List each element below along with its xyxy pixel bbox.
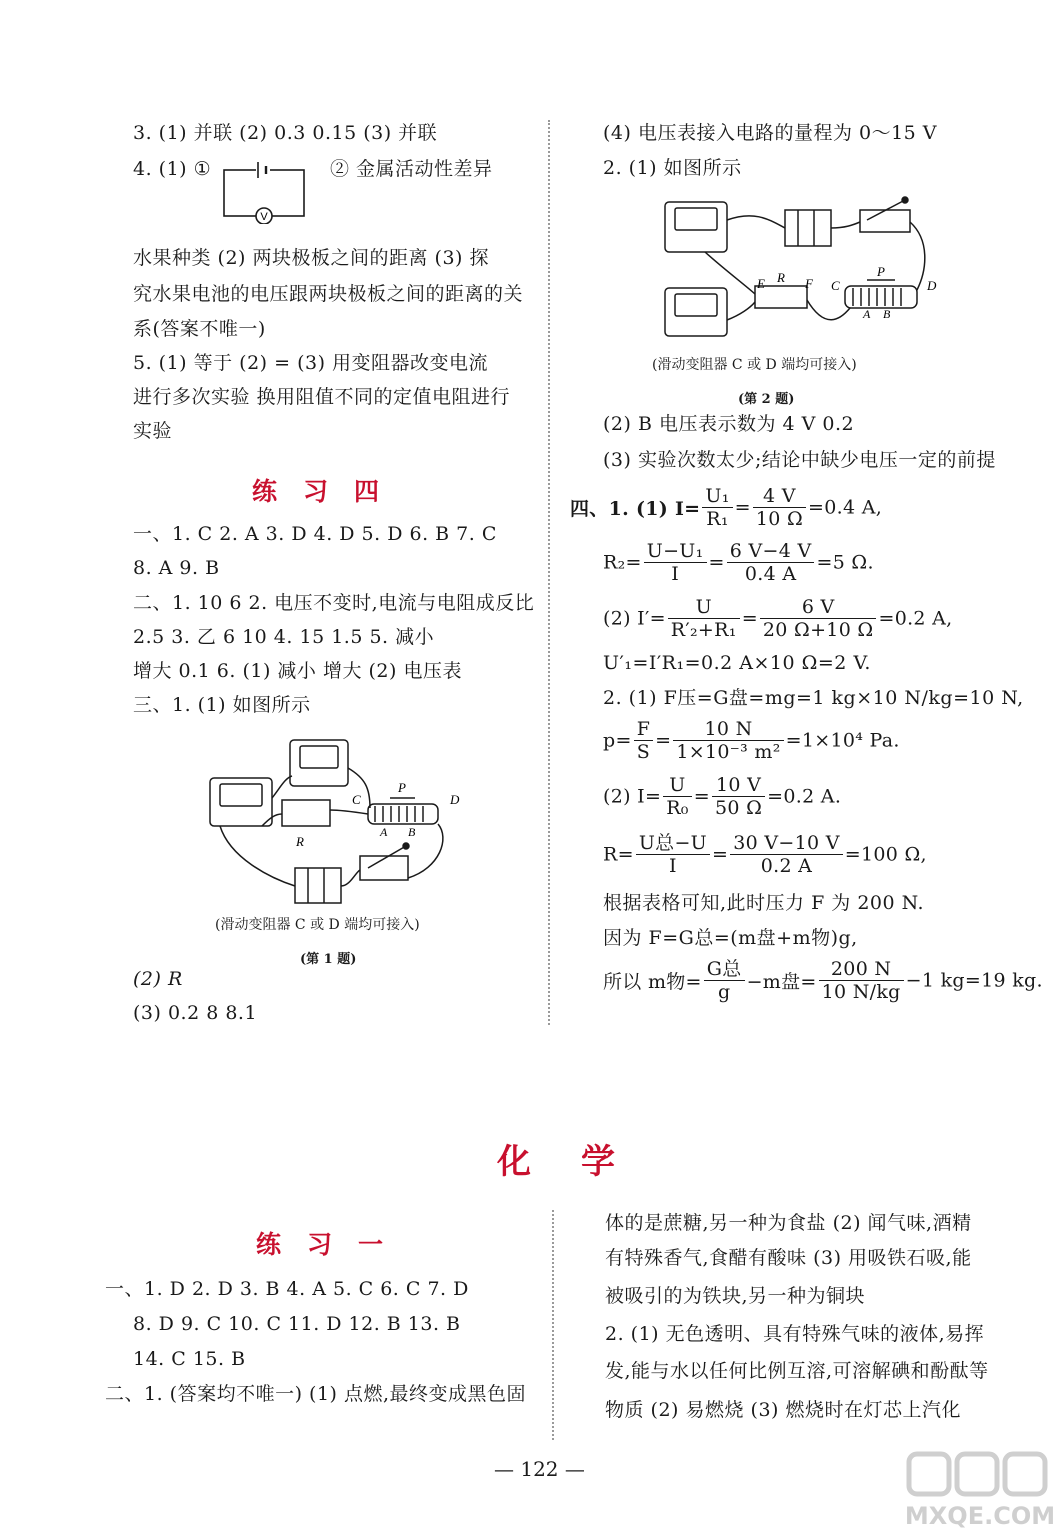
ex4-fill-2: 2.5 3. 乙 6 10 4. 15 1.5 5. 减小: [133, 626, 435, 648]
voltmeter-circuit-diagram: [220, 158, 312, 224]
calc-line-9: 根据表格可知,此时压力 F 为 200 N.: [603, 892, 925, 914]
svg-text:B: B: [883, 307, 891, 321]
right-answer-2-3: (3) 实验次数太少;结论中缺少电压一定的前提: [603, 449, 996, 471]
calc-line-4: U′₁=I′R₁=0.2 A×10 Ω=2 V.: [603, 652, 871, 674]
ex4-fill-1: 二、1. 10 6 2. 电压不变时,电流与电阻成反比: [133, 592, 535, 614]
calc-line-2: R₂= $\frac{\text{U−U₁}}{I}$ = $\frac{6 V-4 V}{0.4 A}$ =5 Ω.: [603, 540, 874, 585]
ex4-q3-1: 三、1. (1) 如图所示: [133, 694, 311, 716]
answer-4-start: 4. (1) ①: [133, 158, 212, 180]
answer-3: 3. (1) 并联 (2) 0.3 0.15 (3) 并联: [133, 122, 438, 144]
chem-choice-1: 一、1. D 2. D 3. B 4. A 5. C 6. C 7. D: [105, 1278, 469, 1300]
svg-text:P: P: [877, 264, 885, 279]
right-answer-2-2: (2) B 电压表示数为 4 V 0.2: [603, 413, 855, 435]
svg-text:D: D: [927, 278, 937, 293]
answer-4-line3: 水果种类 (2) 两块极板之间的距离 (3) 探: [133, 247, 489, 269]
section-title-exercise-4: 练习四: [252, 477, 406, 506]
calc-line-1: 四、1. (1) I= $\frac{\text{U₁}}{\text{R₁}}$ = $\frac{4 V}{10 \Omega}$ =0.4 A,: [570, 485, 883, 530]
chem-right-6: 物质 (2) 易燃烧 (3) 燃烧时在灯芯上汽化: [605, 1399, 961, 1421]
answer-4-line4: 究水果电池的电压跟两块极板之间的距离的关: [133, 283, 524, 305]
svg-text:R: R: [777, 270, 785, 285]
page-number: — 122 —: [494, 1457, 585, 1481]
svg-text:P: P: [398, 780, 406, 795]
calc-line-3: (2) I′= $\frac{U}{\text{R′₂+R₁}}$ = $\frac{6 V}{20 \Omega+10 \Omega}$ =0.2 A,: [603, 596, 953, 641]
answer-5-line3: 实验: [133, 420, 173, 442]
circuit-figure-1: [200, 728, 480, 913]
chem-right-2: 有特殊香气,食醋有酸味 (3) 用吸铁石吸,能: [605, 1247, 972, 1269]
calc-line-7: (2) I= $\frac{U}{\text{R₀}}$ = $\frac{10 V}{50 \Omega}$ =0.2 A.: [603, 774, 842, 819]
svg-text:D: D: [450, 792, 460, 807]
figure-2-label: (第 2 题): [738, 392, 795, 407]
chem-right-5: 发,能与水以任何比例互溶,可溶解碘和酚酞等: [605, 1360, 989, 1382]
chem-right-1: 体的是蔗糖,另一种为食盐 (2) 闻气味,酒精: [605, 1212, 972, 1234]
answer-4-line5: 系(答案不唯一): [133, 318, 266, 340]
column-divider-top: [548, 120, 550, 1025]
chem-right-4: 2. (1) 无色透明、具有特殊气味的液体,易挥: [605, 1323, 985, 1345]
answer-4-part2: ② 金属活动性差异: [330, 158, 493, 180]
right-answer-4: (4) 电压表接入电路的量程为 0～15 V: [603, 122, 938, 144]
figure-2-caption: (滑动变阻器 C 或 D 端均可接入): [652, 357, 857, 373]
svg-text:C: C: [352, 792, 361, 807]
svg-text:R: R: [296, 834, 304, 849]
figure-1-label: (第 1 题): [300, 952, 357, 967]
ex4-fill-3: 增大 0.1 6. (1) 减小 增大 (2) 电压表: [133, 660, 462, 682]
chemistry-title: 化学: [497, 1142, 665, 1182]
svg-text:B: B: [408, 825, 416, 839]
calc-line-8: R= $\frac{\text{U总−U}}{I}$ = $\frac{30 V-10 V}{0.2 A}$ =100 Ω,: [603, 832, 927, 877]
svg-text:C: C: [831, 278, 840, 293]
column-divider-bottom: [552, 1210, 554, 1440]
chem-choice-3: 14. C 15. B: [133, 1348, 246, 1370]
ex4-choice-2: 8. A 9. B: [133, 557, 220, 579]
calc-line-11: 所以 m物= $\frac{\text{G总}}{g}$ −m盘= $\frac{200 N}{10 N/kg}$ −1 kg=19 kg.: [603, 958, 1043, 1003]
svg-text:A: A: [863, 307, 871, 321]
chem-right-3: 被吸引的为铁块,另一种为铜块: [605, 1285, 866, 1307]
section-title-exercise-1: 练习一: [256, 1230, 410, 1259]
svg-text:MXQE.COM: MXQE.COM: [905, 1502, 1055, 1530]
calc-line-6: p= $\frac{F}{S}$ = $\frac{10 N}{\text{1×10⁻³ m²}}$ =1×10⁴ Pa.: [603, 718, 900, 763]
circuit-figure-2: [655, 190, 945, 345]
calc-line-10: 因为 F=G总=(m盘+m物)g,: [603, 927, 858, 949]
ex4-q3-2: (2) R: [133, 968, 183, 990]
ex4-choice-1: 一、1. C 2. A 3. D 4. D 5. D 6. B 7. C: [133, 523, 497, 545]
answer-5-line1: 5. (1) 等于 (2) = (3) 用变阻器改变电流: [133, 352, 489, 374]
chem-choice-2: 8. D 9. C 10. C 11. D 12. B 13. B: [133, 1313, 461, 1335]
right-answer-2-1: 2. (1) 如图所示: [603, 157, 742, 179]
calc-line-5: 2. (1) F压=G盘=mg=1 kg×10 N/kg=10 N,: [603, 687, 1024, 709]
svg-text:A: A: [380, 825, 388, 839]
svg-text:F: F: [805, 276, 813, 291]
svg-text:V: V: [260, 211, 268, 223]
ex4-q3-3: (3) 0.2 8 8.1: [133, 1002, 258, 1024]
chem-fill-1: 二、1. (答案均不唯一) (1) 点燃,最终变成黑色固: [105, 1383, 527, 1405]
answer-5-line2: 进行多次实验 换用阻值不同的定值电阻进行: [133, 386, 511, 408]
figure-1-caption: (滑动变阻器 C 或 D 端均可接入): [215, 917, 420, 933]
svg-text:E: E: [757, 276, 765, 291]
watermark-logo: [905, 1450, 1055, 1532]
